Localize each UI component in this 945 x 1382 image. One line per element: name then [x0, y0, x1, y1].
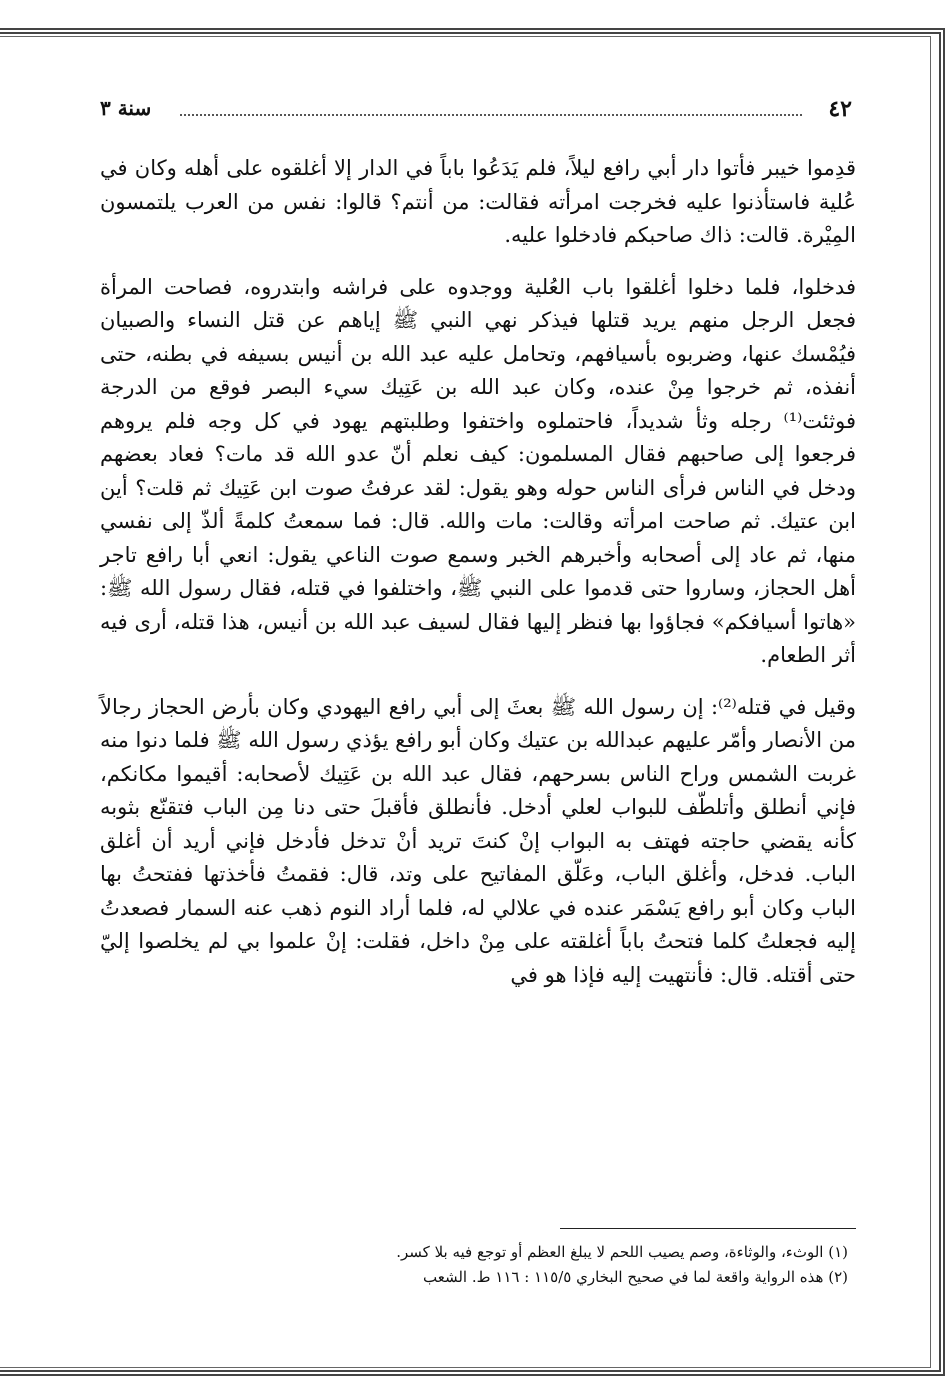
- footnote-2: (٢) هذه الرواية واقعة لما في صحيح البخاري ١١٥/٥ : ١١٦ ط. الشعب: [423, 1268, 848, 1286]
- page-header: [100, 96, 852, 130]
- running-title: سنة ٣: [100, 96, 152, 120]
- footnote-separator: [560, 1228, 856, 1229]
- main-text: [100, 152, 856, 992]
- paragraph-2: فدخلوا، فلما دخلوا أغلقوا باب العُلية ووجدوه على فراشه وابتدروه، فصاحت المرأة فجعل الرجل منهم يريد قتلها فيذكر نهي النبي ﷺ إياهم عن قتل النساء والصبيان فيُمْسك عنها، وضربوه بأسيافهم، وتحامل عليه عبد الله بن أنيس بسيفه في بطنه، حتى أنفذه، ثم خرجوا مِنْ عنده، وكان عبد الله بن عَتِيك سيء البصر فوقع من الدرجة فوثئت⁽¹⁾ رجله وثأ شديداً، فاحتملوه واختفوا وطلبتهم يهود في كل وجه فلم يروهم فرجعوا إلى صاحبهم فقال المسلمون: كيف نعلم أنّ عدو الله قد مات؟ فعاد بعضهم ودخل في الناس فرأى الناس حوله وهو يقول: لقد عرفتُ صوت ابن عَتِيك ثم قلت؟ أين ابن عتيك. ثم صاحت امرأته وقالت: مات والله. قال: فما سمعتُ كلمةً ألذّ إلى نفسي منها، ثم عاد إلى أصحابه وأخبرهم الخبر وسمع صوت الناعي يقول: انعي أبا رافع تاجر أهل الحجاز، وساروا حتى قدموا على النبي ﷺ، واختلفوا في قتله، فقال رسول الله ﷺ: «هاتوا أسيافكم» فجاؤوا بها فنظر إليها فقال لسيف عبد الله بن أنيس، هذا قتله، أرى فيه أثر الطعام.: [100, 274, 856, 667]
- page-number: ٤٢: [828, 96, 852, 122]
- paragraph-3: وقيل في قتله⁽²⁾: إن رسول الله ﷺ بعثَ إلى أبي رافع اليهودي وكان بأرض الحجاز رجالاً من الأنصار وأمّر عليهم عبدالله بن عتيك وكان أبو رافع يؤذي رسول الله ﷺ فلما دنوا منه غربت الشمس وراح الناس بسرحهم، فقال عبد الله بن عَتِيك لأصحابه: أقيموا مكانكم، فإني أنطلق وأتلطّف للبواب لعلي أدخل. فأنطلق فأقبلَ حتى دنا مِن الباب فتقنّع بثوبه كأنه يقضي حاجته فهتف به البواب إنْ كنتَ تريد أنْ تدخل فأدخل فإني أريد أن أغلق الباب. فدخل، وأغلق الباب، وعَلّق المفاتيح على وتد، قال: فقمتُ فأخذتها ففتحتُ بها الباب وكان أبو رافع يَسْمَر عنده في علالي له، فلما أراد النوم ذهب عنه السمار فصعدتُ إليه فجعلتُ كلما فتحتُ باباً أغلقته على مِنْ داخل، فقلت: إنْ علموا بي لم يخلصوا إليّ حتى أقتله. قال: فأنتهيت إليه فإذا هو في: [100, 694, 856, 987]
- header-dotted-rule: [180, 114, 802, 116]
- paragraph-1: قدِموا خيبر فأتوا دار أبي رافع ليلاً، فلم يَدَعُوا باباً في الدار إلا أغلقوه على أهله وكان في عُلية فاستأذنوا عليه فخرجت امرأته فقالت: من أنتم؟ قالوا: نفس من العرب يلتمسون المِيْرة. قالت: ذاك صاحبكم فادخلوا عليه.: [100, 156, 856, 247]
- footnotes: [100, 1240, 848, 1290]
- footnote-1: (١) الوثء، والوثاءة، وصم يصيب اللحم لا يبلغ العظم أو توجع فيه بلا كسر.: [396, 1243, 848, 1261]
